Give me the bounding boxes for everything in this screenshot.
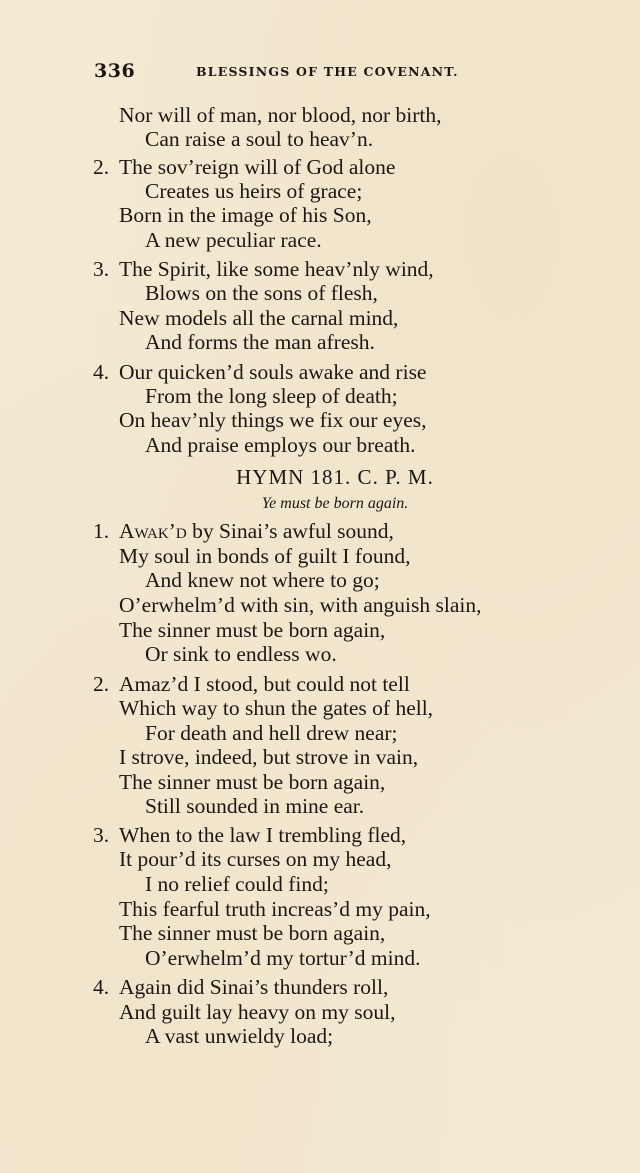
verse-line: The sov’reign will of God alone xyxy=(119,155,396,179)
verse-line: And knew not where to go; xyxy=(145,568,380,592)
verse-line: A vast unwieldy load; xyxy=(145,1024,334,1048)
verse-line: When to the law I trembling fled, xyxy=(119,823,407,847)
first-word: Awak’d xyxy=(119,519,187,543)
page-header xyxy=(94,60,520,88)
stanza-number: 4. xyxy=(93,360,110,384)
verse-line: Which way to shun the gates of hell, xyxy=(119,696,434,720)
verse-line: Nor will of man, nor blood, nor birth, xyxy=(119,103,442,127)
verse-line: From the long sleep of death; xyxy=(145,384,398,408)
verse-line: It pour’d its curses on my head, xyxy=(119,847,392,871)
verse-line: For death and hell drew near; xyxy=(145,721,398,745)
stanza-number: 2. xyxy=(93,672,110,696)
stanza-number: 3. xyxy=(93,257,110,281)
verse-line: Or sink to endless wo. xyxy=(145,642,337,666)
verse-line: Again did Sinai’s thunders roll, xyxy=(119,975,389,999)
running-title: BLESSINGS OF THE COVENANT. xyxy=(196,64,459,79)
verse-line: My soul in bonds of guilt I found, xyxy=(119,544,411,568)
verse-line: This fearful truth increas’d my pain, xyxy=(119,897,431,921)
verse-line: Blows on the sons of flesh, xyxy=(145,281,378,305)
verse-line: Can raise a soul to heav’n. xyxy=(145,127,374,151)
stanza-number: 4. xyxy=(93,975,110,999)
verse-line: The sinner must be born again, xyxy=(119,921,386,945)
verse-line: I no relief could find; xyxy=(145,872,329,896)
verse-line: I strove, indeed, but strove in vain, xyxy=(119,745,419,769)
verse-line: On heav’nly things we fix our eyes, xyxy=(119,408,427,432)
verse-line: Born in the image of his Son, xyxy=(119,203,372,227)
verse-line-rest: by Sinai’s awful sound, xyxy=(186,519,394,543)
verse-line: And praise employs our breath. xyxy=(145,433,416,457)
verse-line: The sinner must be born again, xyxy=(119,770,386,794)
stanza-number: 1. xyxy=(93,519,110,543)
stanza-number: 2. xyxy=(93,155,110,179)
verse-line: Amaz’d I stood, but could not tell xyxy=(119,672,410,696)
verse-line: Our quicken’d souls awake and rise xyxy=(119,360,427,384)
verse-line: The Spirit, like some heav’nly wind, xyxy=(119,257,434,281)
verse-line: Creates us heirs of grace; xyxy=(145,179,363,203)
verse-line: The sinner must be born again, xyxy=(119,618,386,642)
verse-line: O’erwhelm’d my tortur’d mind. xyxy=(145,946,421,970)
page-number: 336 xyxy=(94,60,136,82)
verse-line: Still sounded in mine ear. xyxy=(145,794,365,818)
verse-line: And guilt lay heavy on my soul, xyxy=(119,1000,396,1024)
verse-line: A new peculiar race. xyxy=(145,228,322,252)
verse-line: New models all the carnal mind, xyxy=(119,306,399,330)
hymn-subtitle: Ye must be born again. xyxy=(261,495,409,512)
verse-line: O’erwhelm’d with sin, with anguish slain, xyxy=(119,593,482,617)
verse-line: And forms the man afresh. xyxy=(145,330,375,354)
hymn-title: HYMN 181. C. P. M. xyxy=(236,465,434,489)
stanza-number: 3. xyxy=(93,823,110,847)
verse-line xyxy=(119,519,394,543)
